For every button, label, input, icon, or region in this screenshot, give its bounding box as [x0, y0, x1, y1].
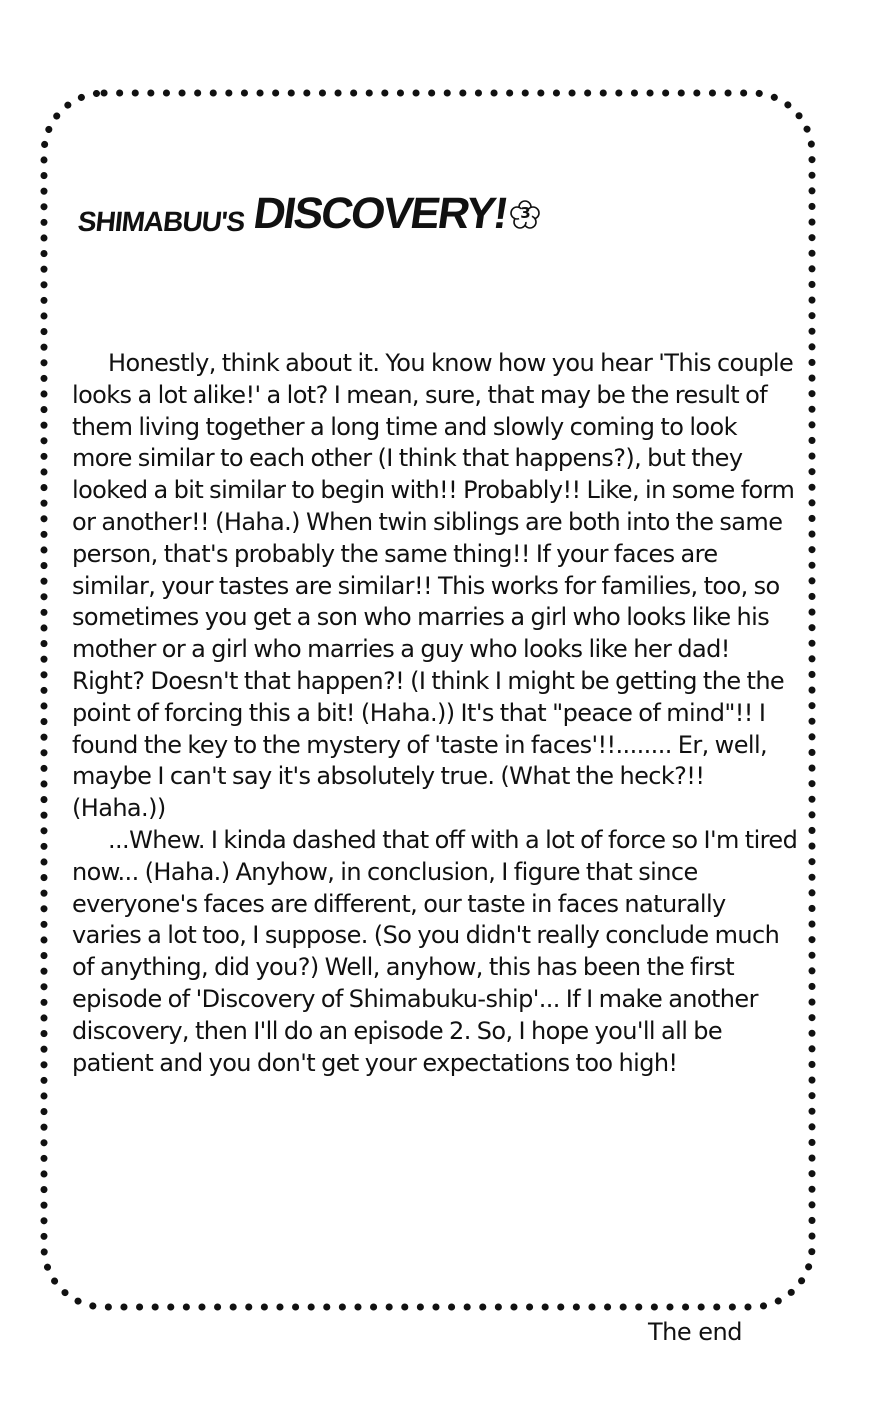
- column-body: [72, 348, 800, 1079]
- title-prefix: SHIMABUU'S: [76, 206, 246, 237]
- flower-badge-icon: [510, 200, 540, 230]
- paragraph-2: ...Whew. I kinda dashed that off with a lot of force so I'm tired now... (Haha.) Anyhow, in conclusion, I figure that since everyone's faces are different, our taste in faces naturally varies a lot too, I suppose. (So you didn't really conclude much of anything, did you?) Well, anyhow, this has been the first episode of 'Discovery of Shimabuku-ship'... If I make another discovery, then I'll do an episode 2. So, I hope you'll all be patient and you don't get your expectations too high!: [72, 825, 798, 1077]
- page-title: [76, 189, 540, 238]
- title-main: DISCOVERY!: [250, 189, 510, 238]
- episode-number: 3: [520, 204, 531, 222]
- paragraph-1: Honestly, think about it. You know how you hear 'This couple looks a lot alike!' a lot? I mean, sure, that may be the result of them living together a long time and slowly coming to look more similar to each other (I think that happens?), but they looked a bit similar to begin with!! Probably!! Like, in some form or another!! (Haha.) When twin siblings are both into the same person, that's probably the same thing!! If your faces are similar, your tastes are similar!! This works for families, too, so sometimes you get a son who marries a girl who looks like his mother or a girl who marries a guy who looks like her dad! Right? Doesn't that happen?! (I think I might be getting the the point of forcing this a bit! (Haha.)) It's that "peace of mind"!! I found the key to the mystery of 'taste in faces'!!........ Er, well, maybe I can't say it's absolutely true. (What the heck?!! (Haha.)): [72, 349, 795, 823]
- end-note: The end: [648, 1318, 742, 1346]
